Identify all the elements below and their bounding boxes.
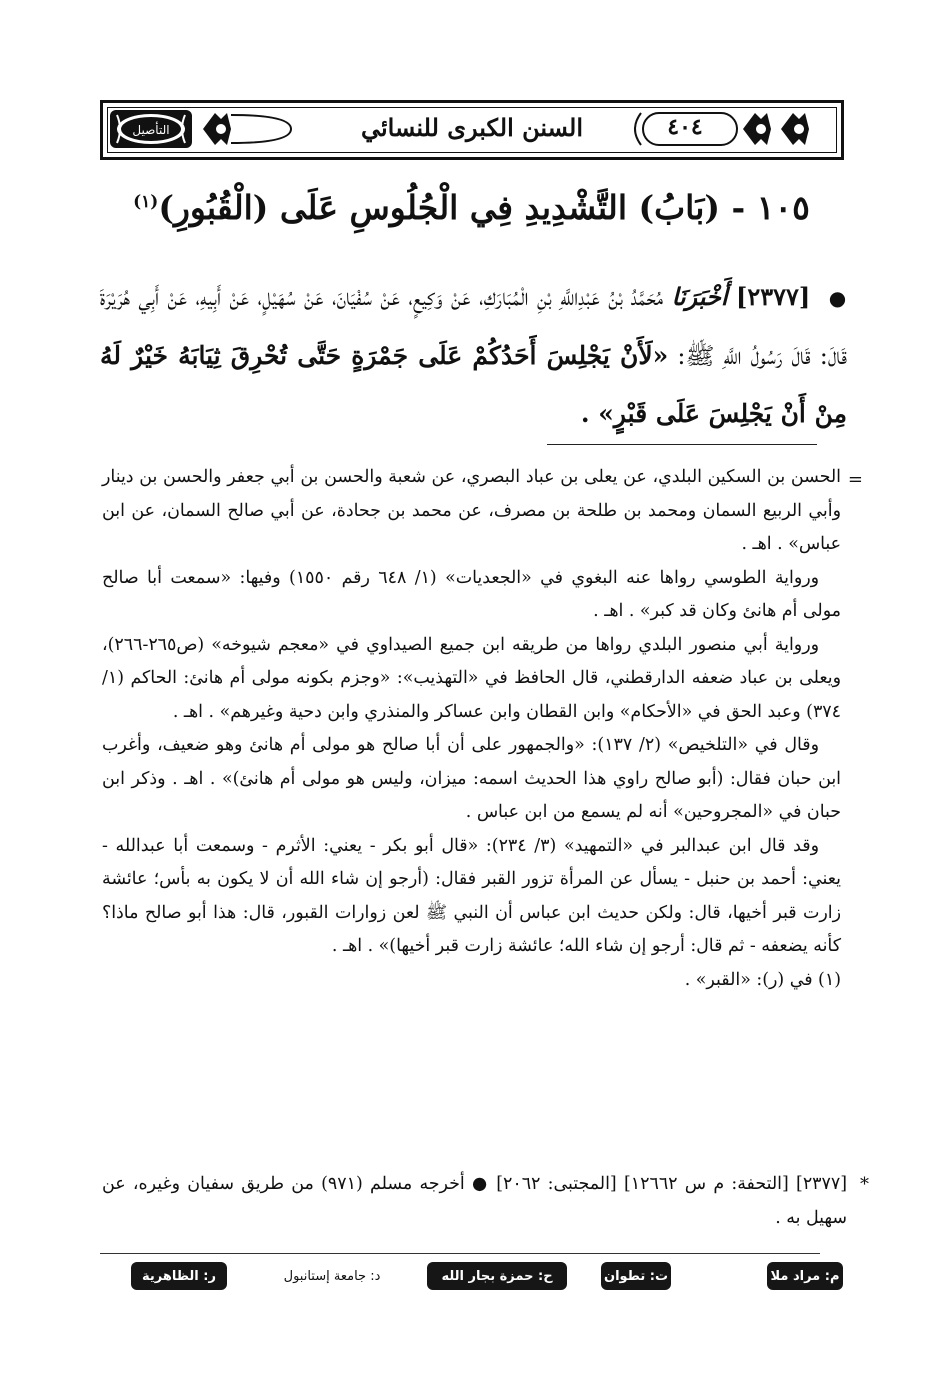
emblem-text: التأصيل: [132, 123, 170, 137]
akhbarana: أَخْبَرَنَا: [671, 282, 728, 311]
chapter-title: ١٠٥ - (بَابُ) التَّشْدِيدِ فِي الْجُلُوسِ عَلَى (الْقُبُورِ): [158, 188, 810, 227]
hadith-number: [٢٣٧٧]: [736, 282, 811, 311]
emblem-icon: [109, 109, 193, 149]
legend-item-m: م: مراد ملا: [767, 1262, 843, 1290]
note-paragraph: ورواية الطوسي رواها عنه البغوي في «الجعديات» (١/ ٦٤٨ رقم ١٥٥٠) وفيها: «سمعت أبا صالح مولى أم هانئ وكان قد كبر» . اهـ .: [102, 567, 841, 621]
bullet-icon: ●: [828, 286, 848, 310]
book-title: السنن الكبرى للنسائي: [360, 112, 584, 142]
note-paragraph: وقال في «التلخيص» (٢/ ١٣٧): «والجمهور على أن أبا صالح هو مولى أم هانئ وهو ضعيف، وأغرب ابن حبان فقال: (أبو صالح راوي هذا الحديث اسمه: ميزان، وليس هو مولى أم هانئ)» . اهـ . وذكر ابن حبان في «المجروحين» أنه لم يسمع من ابن عباس .: [102, 735, 841, 822]
note-paragraph: الحسن بن السكين البلدي، عن يعلى بن عباد البصري، عن شعبة والحسن بن أبي جعفر والحسن بن دينار وأبي الربيع السمان ومحمد بن طلحة بن مصرف، عن محمد بن جحادة، عن أبي صالح السمان، عن ابن عباس» . اهـ .: [102, 467, 841, 554]
left-ornament-icon: [201, 109, 293, 149]
legend-item-h: ح: حمزة بجار الله: [427, 1262, 567, 1290]
hadith-text: [100, 268, 847, 443]
asterisk-icon: *: [860, 1174, 869, 1195]
note-paragraph: وقد قال ابن عبدالبر في «التمهيد» (٣/ ٢٣٤): «قال أبو بكر - يعني: الأثرم - وسمعت أبا عبدالله - يعني: أحمد بن حنبل - يسأل عن المرأة تزور القبر فقال: (أرجو إن شاء الله أن لا يكون به بأس؛ عائشة زارت قبر أخيها، قال: ولكن حديث ابن عباس أن النبي ﷺ لعن زوارات القبور، قال: هذا أبو صالح ماذا؟ كأنه يضعفه - ثم قال: أرجو إن شاء الله؛ عائشة زارت قبر أخيها)» . اهـ .: [102, 835, 841, 956]
takhrij: [102, 1168, 869, 1235]
footnote-1: (١) في (ر): «القبر» .: [684, 969, 841, 990]
chapter-heading: [120, 188, 823, 240]
matn: «لَأَنْ يَجْلِسَ أَحَدُكُمْ عَلَى جَمْرَةٍ حَتَّى تُحْرِقَ ثِيَابَهُ خَيْرٌ لَهُ مِنْ أَنْ يَجْلِسَ عَلَى قَبْرٍ» .: [100, 341, 847, 428]
footer-divider: [100, 1253, 820, 1254]
note-paragraph: ورواية أبي منصور البلدي رواها من طريقه ابن جميع الصيداوي في «معجم شيوخه» (ص٢٦٥-٢٦٦)، ويعلى بن عباد ضعفه الدارقطني، قال الحافظ في «التهذيب»: «وجزم بكونه مولى أم هانئ: الحاكم (١/ ٣٧٤) وعبد الحق في «الأحكام» وابن القطان وابن عساكر والمنذري وابن دحية وغيرهم» . اهـ .: [102, 634, 841, 722]
page-number: ٤٠٤: [667, 114, 703, 140]
legend-item-r: ر: الظاهرية: [131, 1262, 227, 1290]
page-header: [100, 100, 844, 160]
footnote-ref: (١): [133, 192, 159, 212]
takhrij-text: [٢٣٧٧] [التحفة: م س ١٢٦٦٢] [المجتبى: ٢٠٦٢] ● أخرجه مسلم (٩٧١) من طريق سفيان وغيره، عن سهيل به .: [102, 1174, 847, 1228]
legend-item-t: ت: تطوان: [601, 1262, 671, 1290]
footnotes: [102, 461, 863, 997]
legend-item-d: د: جامعة إستانبول: [283, 1268, 381, 1284]
continuation-mark: =: [847, 469, 863, 490]
isnad: مُحَمَّدُ بْنُ عَبْدِاللَّهِ بْنِ الْمُبَارَكِ، عَنْ وَكِيعٍ، عَنْ سُفْيَانَ، عَنْ سُهَيْلٍ، عَنْ أَبِيهِ، عَنْ أَبِي هُرَيْرَةَ قَالَ: قَالَ رَسُولُ اللَّهِ ﷺ:: [100, 283, 847, 370]
footnote-divider: [547, 444, 817, 445]
